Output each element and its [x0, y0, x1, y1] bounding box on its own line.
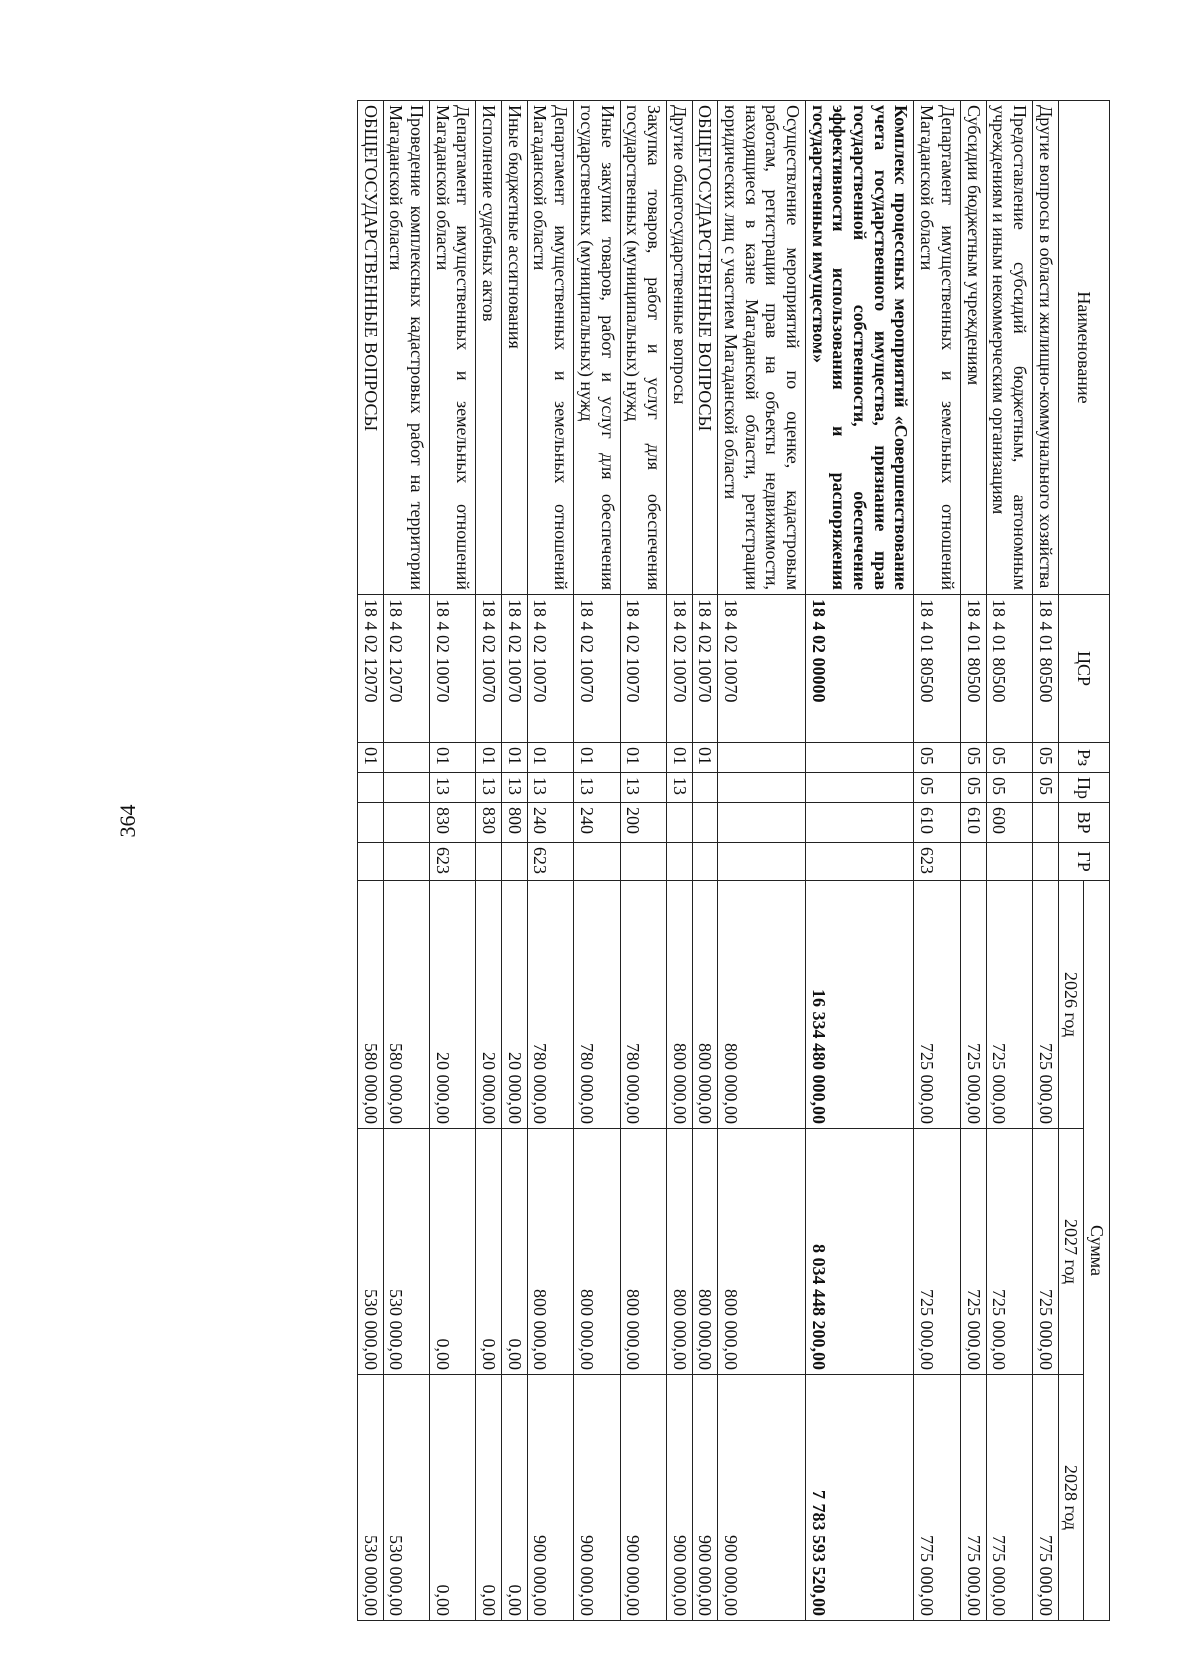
header-year-2028: 2028 год [1058, 1375, 1084, 1621]
cell-sum-2026: 20 000,00 [430, 881, 476, 1129]
table-row [986, 101, 1032, 1621]
cell-sum-2028: 0,00 [430, 1375, 476, 1621]
cell-sum-2027: 0,00 [502, 1129, 528, 1375]
cell-pr: 05 [1032, 773, 1058, 803]
cell-name: Иные закупки товаров, работ и услуг для обеспечения государственных (муниципальных) нужд [574, 101, 620, 595]
cell-gr [574, 843, 620, 881]
cell-csr: 18 4 02 10070 [620, 595, 666, 743]
cell-sum-2027: 725 000,00 [1032, 1129, 1058, 1375]
cell-sum-2026: 16 334 480 000,00 [806, 881, 914, 1129]
cell-csr: 18 4 01 80500 [914, 595, 960, 743]
cell-sum-2028: 530 000,00 [358, 1375, 384, 1621]
cell-sum-2027: 800 000,00 [574, 1129, 620, 1375]
cell-sum-2027: 0,00 [430, 1129, 476, 1375]
cell-name: Исполнение судебных актов [476, 101, 502, 595]
cell-sum-2028: 775 000,00 [914, 1375, 960, 1621]
table-header [1058, 101, 1109, 1621]
cell-csr: 18 4 02 12070 [383, 595, 429, 743]
cell-name: Осуществление мероприятий по оценке, кадастровым работам, регистрации прав на объекты недвижимости, находящиеся в казне Магаданской области, регистрации юридических лиц с участием Магаданской области [718, 101, 806, 595]
cell-sum-2028: 900 000,00 [718, 1375, 806, 1621]
cell-sum-2027: 0,00 [476, 1129, 502, 1375]
cell-sum-2028: 775 000,00 [1032, 1375, 1058, 1621]
table-body [358, 101, 1059, 1621]
header-vr: ВР [1058, 803, 1109, 843]
cell-sum-2026: 580 000,00 [383, 881, 429, 1129]
cell-rz: 01 [666, 743, 692, 773]
cell-csr: 18 4 01 80500 [960, 595, 986, 743]
cell-vr [666, 803, 692, 843]
header-csr: ЦСР [1058, 595, 1109, 743]
table-row [666, 101, 692, 1621]
cell-vr [718, 803, 806, 843]
cell-pr: 13 [502, 773, 528, 803]
cell-sum-2027: 800 000,00 [620, 1129, 666, 1375]
budget-table [357, 100, 1110, 1621]
cell-csr: 18 4 01 80500 [1032, 595, 1058, 743]
cell-pr: 05 [986, 773, 1032, 803]
cell-sum-2026: 725 000,00 [914, 881, 960, 1129]
table-row [960, 101, 986, 1621]
cell-sum-2028: 7 783 593 520,00 [806, 1375, 914, 1621]
cell-sum-2028: 530 000,00 [383, 1375, 429, 1621]
cell-gr [960, 843, 986, 881]
cell-sum-2027: 800 000,00 [527, 1129, 573, 1375]
cell-csr: 18 4 02 10070 [430, 595, 476, 743]
cell-pr [806, 773, 914, 803]
cell-name: Закупка товаров, работ и услуг для обеспечения государственных (муниципальных) нужд [620, 101, 666, 595]
cell-rz: 01 [502, 743, 528, 773]
cell-sum-2028: 900 000,00 [620, 1375, 666, 1621]
cell-vr: 800 [502, 803, 528, 843]
cell-sum-2027: 800 000,00 [692, 1129, 718, 1375]
cell-name: Субсидии бюджетным учреждениям [960, 101, 986, 595]
cell-csr: 18 4 02 10070 [574, 595, 620, 743]
cell-sum-2028: 0,00 [476, 1375, 502, 1621]
cell-csr: 18 4 02 00000 [806, 595, 914, 743]
cell-gr [620, 843, 666, 881]
cell-name: Проведение комплексных кадастровых работ на территории Магаданской области [383, 101, 429, 595]
cell-pr: 13 [527, 773, 573, 803]
cell-gr [1032, 843, 1058, 881]
cell-rz: 05 [986, 743, 1032, 773]
cell-rz: 01 [620, 743, 666, 773]
cell-gr [358, 843, 384, 881]
table-row [502, 101, 528, 1621]
table-row [1032, 101, 1058, 1621]
table-row [358, 101, 384, 1621]
cell-sum-2026: 800 000,00 [692, 881, 718, 1129]
cell-name: Департамент имущественных и земельных отношений Магаданской области [430, 101, 476, 595]
cell-rz: 01 [574, 743, 620, 773]
header-name: Наименование [1058, 101, 1109, 595]
table-row [718, 101, 806, 1621]
cell-vr: 830 [476, 803, 502, 843]
table-row [574, 101, 620, 1621]
cell-pr: 13 [620, 773, 666, 803]
cell-pr: 05 [960, 773, 986, 803]
cell-vr: 240 [574, 803, 620, 843]
cell-pr: 13 [430, 773, 476, 803]
cell-sum-2027: 530 000,00 [383, 1129, 429, 1375]
cell-csr: 18 4 02 10070 [527, 595, 573, 743]
cell-rz: 01 [476, 743, 502, 773]
cell-sum-2027: 800 000,00 [666, 1129, 692, 1375]
cell-name: Другие общегосударственные вопросы [666, 101, 692, 595]
cell-csr: 18 4 02 10070 [692, 595, 718, 743]
cell-rz: 05 [960, 743, 986, 773]
cell-pr: 05 [914, 773, 960, 803]
cell-rz: 01 [692, 743, 718, 773]
cell-vr [383, 803, 429, 843]
cell-gr [502, 843, 528, 881]
cell-gr [383, 843, 429, 881]
cell-name: ОБЩЕГОСУДАРСТВЕННЫЕ ВОПРОСЫ [692, 101, 718, 595]
cell-vr: 600 [986, 803, 1032, 843]
cell-csr: 18 4 01 80500 [986, 595, 1032, 743]
cell-rz: 01 [358, 743, 384, 773]
cell-rz [383, 743, 429, 773]
cell-sum-2028: 775 000,00 [986, 1375, 1032, 1621]
cell-vr: 240 [527, 803, 573, 843]
cell-gr [692, 843, 718, 881]
cell-pr [358, 773, 384, 803]
cell-rz: 05 [1032, 743, 1058, 773]
cell-sum-2027: 800 000,00 [718, 1129, 806, 1375]
table-row [430, 101, 476, 1621]
header-gr: ГР [1058, 843, 1109, 881]
cell-sum-2026: 800 000,00 [718, 881, 806, 1129]
header-year-2027: 2027 год [1058, 1129, 1084, 1375]
header-year-2026: 2026 год [1058, 881, 1084, 1129]
cell-sum-2026: 20 000,00 [476, 881, 502, 1129]
cell-name: Иные бюджетные ассигнования [502, 101, 528, 595]
cell-sum-2027: 725 000,00 [986, 1129, 1032, 1375]
cell-name: Департамент имущественных и земельных отношений Магаданской области [527, 101, 573, 595]
cell-name: Другие вопросы в области жилищно-коммунального хозяйства [1032, 101, 1058, 595]
cell-csr: 18 4 02 12070 [358, 595, 384, 743]
cell-csr: 18 4 02 10070 [666, 595, 692, 743]
cell-sum-2027: 725 000,00 [960, 1129, 986, 1375]
cell-pr: 13 [666, 773, 692, 803]
cell-sum-2026: 20 000,00 [502, 881, 528, 1129]
cell-pr: 13 [574, 773, 620, 803]
cell-csr: 18 4 02 10070 [718, 595, 806, 743]
cell-sum-2026: 780 000,00 [574, 881, 620, 1129]
cell-pr: 13 [476, 773, 502, 803]
cell-vr [358, 803, 384, 843]
cell-sum-2026: 725 000,00 [986, 881, 1032, 1129]
header-sum: Сумма [1084, 881, 1110, 1621]
cell-vr: 610 [960, 803, 986, 843]
cell-gr [476, 843, 502, 881]
cell-gr [986, 843, 1032, 881]
cell-gr [806, 843, 914, 881]
cell-sum-2027: 725 000,00 [914, 1129, 960, 1375]
page-number: 364 [115, 804, 140, 838]
cell-gr: 623 [430, 843, 476, 881]
table-row [527, 101, 573, 1621]
cell-csr: 18 4 02 10070 [502, 595, 528, 743]
cell-sum-2026: 780 000,00 [620, 881, 666, 1129]
table-row [914, 101, 960, 1621]
cell-rz: 01 [527, 743, 573, 773]
cell-gr: 623 [527, 843, 573, 881]
cell-vr [1032, 803, 1058, 843]
cell-vr: 610 [914, 803, 960, 843]
cell-sum-2026: 725 000,00 [1032, 881, 1058, 1129]
cell-pr [383, 773, 429, 803]
cell-sum-2026: 780 000,00 [527, 881, 573, 1129]
rotated-page-content [357, 100, 1110, 1620]
table-row [620, 101, 666, 1621]
cell-name: ОБЩЕГОСУДАРСТВЕННЫЕ ВОПРОСЫ [358, 101, 384, 595]
table-row [476, 101, 502, 1621]
cell-rz: 01 [430, 743, 476, 773]
cell-sum-2028: 900 000,00 [666, 1375, 692, 1621]
cell-gr [718, 843, 806, 881]
cell-vr [692, 803, 718, 843]
header-pr: Пр [1058, 773, 1109, 803]
cell-gr: 623 [914, 843, 960, 881]
cell-vr: 830 [430, 803, 476, 843]
cell-sum-2028: 900 000,00 [574, 1375, 620, 1621]
cell-sum-2028: 0,00 [502, 1375, 528, 1621]
cell-name: Комплекс процессных мероприятий «Совершенствование учета государственного имущества, признание прав государственной собственности, обеспечение эффективности использования и распоряжения государственным имуществом» [806, 101, 914, 595]
cell-sum-2027: 530 000,00 [358, 1129, 384, 1375]
cell-sum-2028: 900 000,00 [527, 1375, 573, 1621]
cell-name: Предоставление субсидий бюджетным, автономным учреждениям и иным некоммерческим организациям [986, 101, 1032, 595]
cell-sum-2027: 8 034 448 200,00 [806, 1129, 914, 1375]
cell-sum-2026: 800 000,00 [666, 881, 692, 1129]
cell-rz [806, 743, 914, 773]
cell-pr [718, 773, 806, 803]
cell-pr [692, 773, 718, 803]
cell-sum-2028: 775 000,00 [960, 1375, 986, 1621]
cell-vr: 200 [620, 803, 666, 843]
cell-rz [718, 743, 806, 773]
cell-rz: 05 [914, 743, 960, 773]
table-row [806, 101, 914, 1621]
cell-csr: 18 4 02 10070 [476, 595, 502, 743]
table-row [383, 101, 429, 1621]
cell-vr [806, 803, 914, 843]
table-row [692, 101, 718, 1621]
header-rz: Рз [1058, 743, 1109, 773]
cell-gr [666, 843, 692, 881]
cell-sum-2028: 900 000,00 [692, 1375, 718, 1621]
cell-sum-2026: 725 000,00 [960, 881, 986, 1129]
cell-name: Департамент имущественных и земельных отношений Магаданской области [914, 101, 960, 595]
cell-sum-2026: 580 000,00 [358, 881, 384, 1129]
